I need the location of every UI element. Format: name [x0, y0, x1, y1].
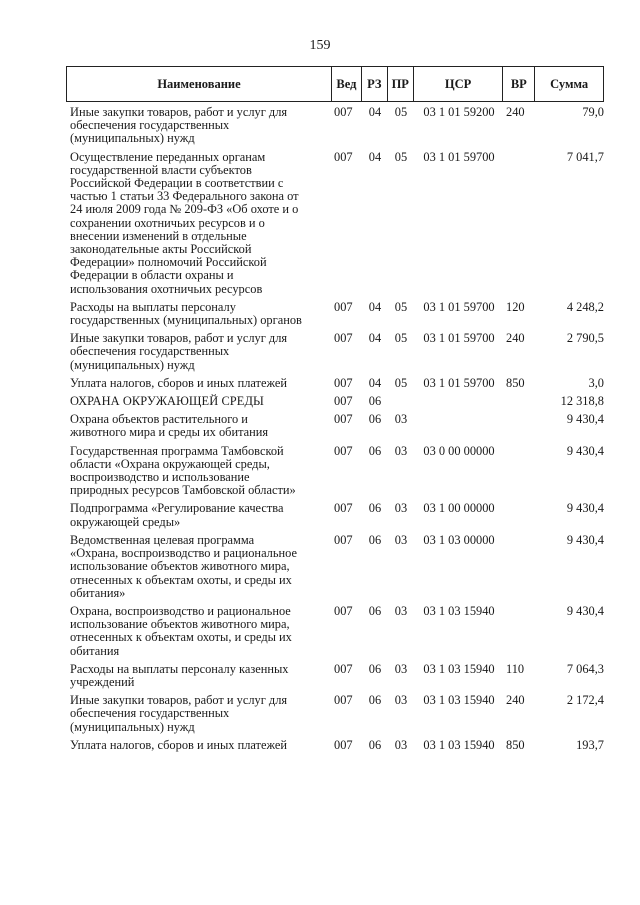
row-name: Иные закупки товаров, работ и услуг для обеспечения государственных (муниципальных) нужд [70, 331, 288, 372]
row-rz: 06 [368, 394, 382, 409]
row-vr [504, 445, 536, 498]
row-pr: 03 [394, 412, 408, 427]
budget-table-body [66, 106, 626, 757]
row-pr: 05 [394, 375, 408, 390]
row-ved: 007 [334, 737, 353, 752]
row-ved: 007 [334, 693, 353, 708]
table-row [66, 413, 626, 439]
row-sum: 12 318,8 [560, 394, 604, 409]
table-row [66, 694, 626, 734]
row-rz: 06 [368, 693, 382, 708]
table-row [66, 605, 626, 658]
table-row [66, 739, 626, 752]
row-vr: 240 [506, 105, 525, 119]
row-name: Подпрограмма «Регулирование качества окружающей среды» [70, 501, 284, 529]
header-pr: ПР [388, 67, 414, 101]
row-name: Охрана объектов растительного и животного мира и среды их обитания [70, 412, 269, 440]
row-csr [414, 413, 504, 439]
row-rz: 06 [368, 412, 382, 427]
row-name: Иные закупки товаров, работ и услуг для обеспечения государственных (муниципальных) нужд [70, 105, 288, 146]
row-pr: 03 [394, 661, 408, 676]
header-rz: РЗ [362, 67, 388, 101]
row-pr: 03 [394, 532, 408, 547]
row-ved: 007 [334, 603, 353, 618]
row-pr: 03 [394, 737, 408, 752]
row-ved: 007 [334, 443, 353, 458]
table-row [66, 301, 626, 327]
row-vr: 850 [506, 375, 525, 390]
table-row [66, 106, 626, 146]
row-rz: 06 [368, 443, 382, 458]
row-vr [504, 534, 536, 600]
row-ved: 007 [334, 661, 353, 676]
row-ved: 007 [334, 532, 353, 547]
row-rz: 06 [368, 501, 382, 516]
row-csr: 03 1 03 15940 [423, 603, 495, 618]
row-csr: 03 1 03 15940 [423, 737, 495, 752]
row-pr: 05 [394, 105, 408, 119]
row-vr: 850 [506, 737, 525, 752]
row-rz: 04 [368, 375, 382, 390]
row-pr: 05 [394, 331, 408, 346]
row-vr: 240 [506, 331, 525, 346]
row-csr: 03 1 01 59700 [423, 149, 495, 164]
row-name: Уплата налогов, сборов и иных платежей [70, 737, 288, 752]
row-sum: 2 790,5 [566, 331, 604, 346]
page-number: 159 [309, 38, 331, 53]
header-csr: ЦСР [414, 67, 504, 101]
row-ved: 007 [334, 299, 353, 314]
row-vr: 120 [506, 299, 525, 314]
row-sum: 7 064,3 [566, 661, 604, 676]
row-csr: 03 0 00 00000 [423, 443, 495, 458]
row-sum: 79,0 [582, 105, 604, 119]
row-ved: 007 [334, 331, 353, 346]
row-sum: 193,7 [576, 737, 604, 752]
row-csr: 03 1 03 15940 [423, 661, 495, 676]
row-rz: 04 [368, 299, 382, 314]
row-rz: 04 [368, 105, 382, 119]
row-ved: 007 [334, 412, 353, 427]
section-title: ОХРАНА ОКРУЖАЮЩЕЙ СРЕДЫ [70, 394, 264, 409]
row-sum: 9 430,4 [566, 532, 604, 547]
row-sum: 7 041,7 [566, 149, 604, 164]
row-csr: 03 1 01 59700 [423, 299, 495, 314]
row-vr [504, 605, 536, 658]
row-name: Расходы на выплаты персоналу государственных (муниципальных) органов [70, 299, 302, 328]
row-rz: 06 [368, 661, 382, 676]
table-row [66, 445, 626, 498]
row-csr: 03 1 01 59200 [423, 105, 495, 119]
header-sum: Сумма [550, 76, 589, 91]
row-ved: 007 [334, 149, 353, 164]
row-csr: 03 1 03 15940 [423, 693, 495, 708]
header-name: Наименование [67, 67, 332, 101]
row-rz: 04 [368, 149, 382, 164]
row-sum: 9 430,4 [566, 443, 604, 458]
row-pr: 05 [394, 149, 408, 164]
row-vr: 110 [506, 661, 525, 676]
row-ved: 007 [334, 394, 353, 409]
row-name: Уплата налогов, сборов и иных платежей [70, 375, 288, 390]
row-sum: 9 430,4 [566, 412, 604, 427]
row-pr: 03 [394, 443, 408, 458]
row-vr [504, 502, 536, 528]
header-ved: Вед [332, 67, 362, 101]
row-sum: 4 248,2 [566, 299, 604, 314]
row-pr: 03 [394, 693, 408, 708]
row-name: Охрана, воспроизводство и рациональное использование объектов животного мира, отнесенных к объектам охоты, и среды их обитания [70, 603, 292, 658]
row-pr: 05 [394, 299, 408, 314]
row-sum: 9 430,4 [566, 501, 604, 516]
row-name: Осуществление переданных органам государственной власти субъектов Российской Федерации в соответствии с частью 1 статьи 33 Федерального закона от 24 июля 2009 года № 209-ФЗ «Об охоте и о сохранении охотничьих ресурсов и о внесении изменений в отдельные законодательные акты Российской Федерации» полномочий Российской Федерации в области охраны и использования охотничьих ресурсов [70, 149, 299, 296]
row-sum: 9 430,4 [566, 603, 604, 618]
row-rz: 06 [368, 532, 382, 547]
row-vr [504, 413, 536, 439]
row-csr: 03 1 01 59700 [423, 331, 495, 346]
header-vr: ВР [503, 67, 535, 101]
row-rz: 06 [368, 737, 382, 752]
table-row [66, 663, 626, 689]
row-pr [388, 395, 414, 408]
row-csr: 03 1 00 00000 [423, 501, 495, 516]
row-sum: 3,0 [588, 375, 604, 390]
table-row [66, 151, 626, 296]
row-rz: 04 [368, 331, 382, 346]
table-row [66, 534, 626, 600]
table-row [66, 502, 626, 528]
row-name: Расходы на выплаты персоналу казенных учреждений [70, 661, 289, 689]
row-ved: 007 [334, 375, 353, 390]
table-row [66, 377, 626, 390]
row-name: Ведомственная целевая программа «Охрана, воспроизводство и рациональное использование объектов животного мира, отнесенных к объектам охоты, и среды их обитания» [70, 532, 297, 600]
table-row [66, 332, 626, 372]
row-vr [504, 151, 536, 296]
row-csr: 03 1 03 00000 [423, 532, 495, 547]
row-ved: 007 [334, 501, 353, 516]
row-name: Государственная программа Тамбовской области «Охрана окружающей среды, воспроизводство и использование природных ресурсов Тамбовской области» [70, 443, 296, 498]
row-csr: 03 1 01 59700 [423, 375, 495, 390]
row-name: Иные закупки товаров, работ и услуг для обеспечения государственных (муниципальных) нужд [70, 693, 288, 734]
row-pr: 03 [394, 501, 408, 516]
row-vr: 240 [506, 693, 525, 708]
row-rz: 06 [368, 603, 382, 618]
section-row [66, 395, 626, 408]
row-pr: 03 [394, 603, 408, 618]
row-vr [504, 395, 536, 408]
row-csr [414, 395, 504, 408]
table-header [66, 66, 604, 102]
row-ved: 007 [334, 105, 353, 119]
row-sum: 2 172,4 [566, 693, 604, 708]
